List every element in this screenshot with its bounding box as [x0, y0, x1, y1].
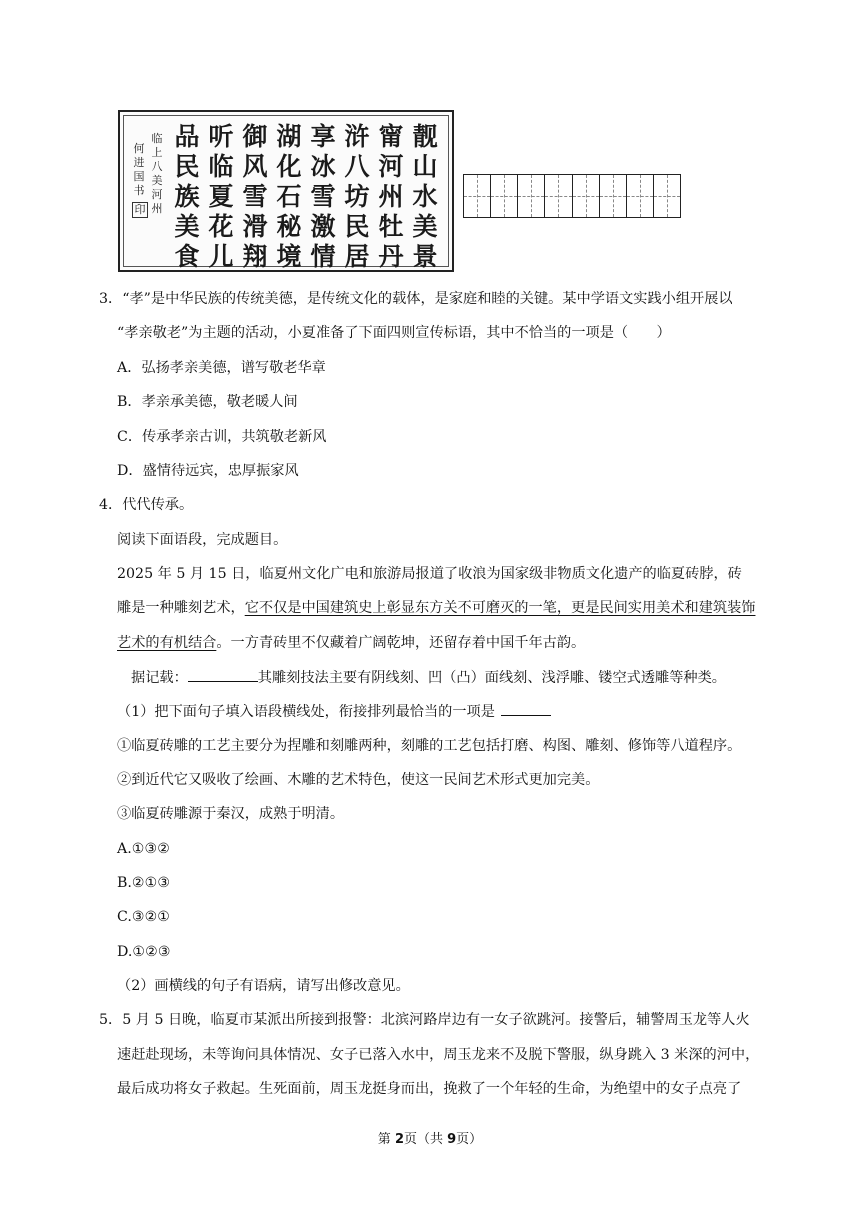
grid-cell[interactable] [600, 175, 627, 217]
calligraphy-image [118, 110, 454, 272]
footer-suffix: 页） [456, 1132, 483, 1147]
q4-title: 4．代代传承。 [99, 497, 194, 513]
grid-cell[interactable] [627, 175, 654, 217]
passage-record-text: 其雕刻技法主要有阴线刻、凹（凸）面线刻、浅浮雕、镂空式透雕等种类。 [257, 670, 726, 686]
calligraphy-seal: 印 [132, 202, 148, 218]
calligraphy-column-8: 品民族美食 [174, 122, 200, 271]
sentence-3: ③临夏砖雕源于秦汉，成熟于明清。 [117, 806, 345, 822]
grid-cell[interactable] [464, 175, 491, 217]
grid-cell[interactable] [518, 175, 545, 217]
q3-option-b[interactable]: B．孝亲承美德，敬老暖人间 [117, 394, 298, 410]
grid-cell[interactable] [545, 175, 572, 217]
passage-line-3 [117, 633, 860, 653]
q4-part-1-text: （1）把下面句子填入语段横线处，衔接排列最恰当的一项是 [117, 704, 495, 720]
q4-part-1 [117, 701, 860, 722]
answer-blank[interactable] [501, 701, 551, 716]
calligraphy-column-2: 甯河州牡丹 [378, 122, 404, 271]
q4-option-a[interactable]: A.①③② [117, 841, 170, 857]
q4-option-c[interactable]: C.③②① [117, 909, 171, 925]
q4-option-b[interactable]: B.②①③ [117, 875, 171, 891]
calligraphy-signature-1: 临上八美河州 [151, 132, 163, 215]
q5-line-1: 5．5 月 5 日晚，临夏市某派出所接到报警：北滨河路岸边有一女子欲跳河。接警后，辅警周玉龙等人火 [99, 1012, 750, 1028]
passage-line-1: 2025 年 5 月 15 日，临夏州文化广电和旅游局报道了收浪为国家级非物质文化遗产的临夏砖脖，砖 [117, 566, 742, 582]
grid-cell[interactable] [573, 175, 600, 217]
underlined-sentence-end: 艺术的有机结合 [117, 635, 217, 651]
q4-part-2: （2）画横线的句子有语病，请写出修改意见。 [117, 978, 410, 994]
calligraphy-column-1: 靓山水美景 [412, 122, 438, 271]
page-footer [0, 1128, 860, 1147]
calligraphy-column-4: 享冰雪激情 [310, 122, 336, 271]
passage-plain-text: 。一方青砖里不仅藏着广阔乾坤，还留存着中国千年古韵。 [216, 635, 586, 651]
q5-line-3: 最后成功将女子救起。生死面前，周玉龙挺身而出，挽救了一个年轻的生命，为绝望中的女子点亮了 [117, 1081, 742, 1097]
sentence-2: ②到近代它又吸收了绘画、木雕的艺术特色，使这一民间艺术形式更加完美。 [117, 772, 600, 788]
q3-option-a[interactable]: A．弘扬孝亲美德，谱写敬老华章 [117, 360, 326, 376]
calligraphy-column-5: 湖化石秘境 [276, 122, 302, 271]
q4-intro: 阅读下面语段，完成题目。 [117, 532, 288, 548]
q5-line-2: 速赶赴现场，未等询问具体情况、女子已落入水中，周玉龙来不及脱下警服，纵身跳入 3 米深的河中， [117, 1047, 760, 1063]
calligraphy-column-3: 浒八坊民居 [344, 122, 370, 271]
q4-option-d[interactable]: D.①②③ [117, 944, 171, 960]
q3-stem-line-1: 3．“孝”是中华民族的传统美德，是传统文化的载体，是家庭和睦的关键。某中学语文实践小组开展以 [99, 291, 733, 307]
calligraphy-signature-2: 何进国书 [133, 142, 145, 197]
footer-middle: 页（共 [403, 1132, 448, 1147]
sentence-1: ①临夏砖雕的工艺主要分为捏雕和刻雕两种，刻雕的工艺包括打磨、构图、雕刻、修饰等八道程序。 [117, 738, 742, 754]
calligraphy-column-7: 听临夏花儿 [208, 122, 234, 271]
calligraphy-column-6: 御风雪滑翔 [242, 122, 268, 271]
passage-record-label: 据记载： [131, 670, 188, 686]
fill-blank[interactable] [188, 667, 258, 682]
underlined-sentence: 它不仅是中国建筑史上彰显东方关不可磨灭的一笔，更是民间实用美术和建筑装饰 [244, 600, 756, 616]
q3-stem-line-2: “孝亲敬老”为主题的活动，小夏准备了下面四则宣传标语，其中不恰当的一项是（ ） [117, 325, 671, 341]
grid-cell[interactable] [491, 175, 518, 217]
grid-cell[interactable] [654, 175, 680, 217]
total-pages: 9 [447, 1132, 457, 1147]
current-page-number: 2 [394, 1132, 404, 1147]
answer-grid[interactable] [463, 174, 681, 218]
passage-line-2 [117, 598, 860, 618]
passage-line-4 [131, 667, 860, 688]
q3-option-c[interactable]: C．传承孝亲古训，共筑敬老新风 [117, 429, 327, 445]
passage-plain-text: 雕是一种雕刻艺术， [117, 600, 245, 616]
q3-option-d[interactable]: D．盛情待远宾，忠厚振家风 [117, 463, 299, 479]
footer-prefix: 第 [377, 1132, 395, 1147]
